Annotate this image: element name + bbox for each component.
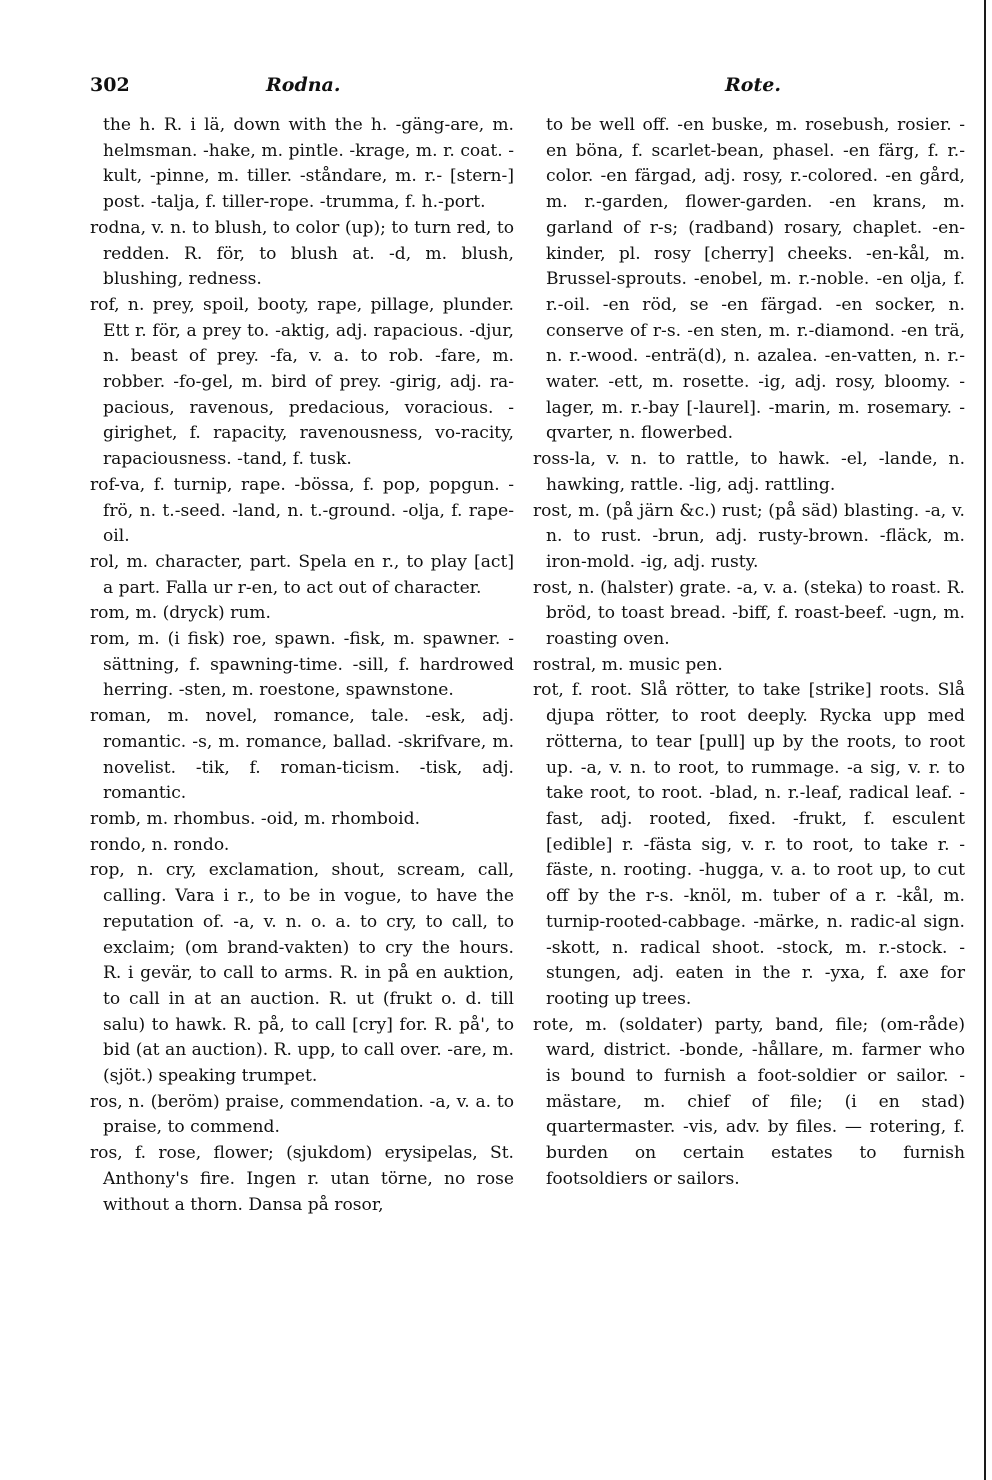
dictionary-entry: rost, n. (halster) grate. -a, v. a. (steka) to roast. R. bröd, to toast bread. -biff, f. roast-beef. -ugn, m. roasting oven. <box>533 577 965 650</box>
dictionary-entry: ros, f. rose, flower; (sjukdom) erysipelas, St. Anthony's fire. Ingen r. utan törne, no rose without a thorn. Dansa på rosor, <box>90 1143 514 1215</box>
page-edge-rule <box>984 0 986 1480</box>
dictionary-entry: rof-va, f. turnip, rape. -bössa, f. pop, popgun. -frö, n. t.-seed. -land, n. t.-ground. -olja, f. rape-oil. <box>90 474 514 547</box>
dictionary-entry: ross-la, v. n. to rattle, to hawk. -el, -lande, n. hawking, rattle. -lig, adj. rattling. <box>533 449 965 495</box>
right-column <box>533 113 965 1193</box>
dictionary-entry: rom, m. (i fisk) roe, spawn. -fisk, m. spawner. -sättning, f. spawning-time. -sill, f. hardrowed herring. -sten, m. roestone, spawnstone. <box>90 629 514 701</box>
dictionary-entry: rot, f. root. Slå rötter, to take [strike] roots. Slå djupa rötter, to root deeply. Rycka upp med rötterna, to tear [pull] up by the roots, to root up. -a, v. n. to root, to rummage. -a sig, v. r. to take root, to root. -blad, n. r.-leaf, radical leaf. -fast, adj. rooted, fixed. -frukt, f. esculent [edible] r. -fästa sig, v. r. to root, to take r. -fäste, n. rooting. -hugga, v. a. to root up, to cut off by the r-s. -knöl, m. tuber of a r. -kål, m. turnip-rooted-cabbage. -märke, n. radic-al sign. -skott, n. radical shoot. -stock, m. r.-stock. -stungen, adj. eaten in the r. -yxa, f. axe for rooting up trees. <box>533 680 965 1009</box>
dictionary-entry: rodna, v. n. to blush, to color (up); to turn red, to redden. R. för, to blush at. -d, m. blush, blushing, redness. <box>90 217 514 290</box>
dictionary-entry: ros, n. (beröm) praise, commendation. -a, v. a. to praise, to commend. <box>90 1091 514 1138</box>
dictionary-entry: rostral, m. music pen. <box>533 654 723 675</box>
dictionary-entry: roman, m. novel, romance, tale. -esk, adj. romantic. -s, m. romance, ballad. -skrifvare, m. novelist. -tik, f. roman-ticism. -tisk, adj. romantic. <box>90 706 514 804</box>
dictionary-entry: romb, m. rhombus. -oid, m. rhomboid. <box>90 808 421 829</box>
dictionary-entry: rom, m. (dryck) rum. <box>90 603 271 624</box>
dictionary-entry: rol, m. character, part. Spela en r., to play [act] a part. Falla ur r-en, to act out of character. <box>90 551 514 598</box>
page-number: 302 <box>90 74 130 96</box>
dictionary-entry: rondo, n. rondo. <box>90 834 230 855</box>
right-running-head: Rote. <box>725 74 781 96</box>
left-running-head: Rodna. <box>266 74 341 96</box>
left-column <box>90 113 514 1218</box>
dictionary-entry: rof, n. prey, spoil, booty, rape, pillage, plunder. Ett r. för, a prey to. -aktig, adj. rapacious. -djur, n. beast of prey. -fa, v. a. to rob. -fare, m. robber. -fo-gel, m. bird of prey. -girig, adj. ra-pacious, ravenous, predacious, voracious. -girighet, f. rapacity, ravenousness, vo-racity, rapaciousness. -tand, f. tusk. <box>90 294 514 470</box>
dictionary-entry: rost, m. (på järn &c.) rust; (på säd) blasting. -a, v. n. to rust. -brun, adj. rusty-brown. -fläck, m. iron-mold. -ig, adj. rusty. <box>533 500 965 572</box>
dictionary-entry: rote, m. (soldater) party, band, file; (om-råde) ward, district. -bonde, -hållare, m. farmer who is bound to furnish a foot-soldier or sailor. -mästare, m. chief of file; (i en stad) quartermaster. -vis, adv. by files. — rotering, f. burden on certain estates to furnish footsoldiers or sailors. <box>533 1014 965 1189</box>
dictionary-entry: the h. R. i lä, down with the h. -gäng-are, m. helmsman. -hake, m. pintle. -krage, m. r. coat. -kult, -pinne, m. tiller. -ståndare, m. r.- [stern-] post. -talja, f. tiller-rope. -trumma, f. h.-port. <box>103 115 514 213</box>
page-header <box>90 74 970 108</box>
dictionary-entry: to be well off. -en buske, m. rosebush, rosier. -en böna, f. scarlet-bean, phasel. -en färg, f. r.-color. -en färgad, adj. rosy, r.-colored. -en gård, m. r.-garden, flower-garden. -en krans, m. garland of r-s; (radband) rosary, chaplet. -en-kinder, pl. rosy [cherry] cheeks. -en-kål, m. Brussel-sprouts. -enobel, m. r.-noble. -en olja, f. r.-oil. -en röd, se -en färgad. -en socker, n. conserve of r-s. -en sten, m. r.-diamond. -en trä, n. r.-wood. -enträ(d), n. azalea. -en-vatten, n. r.-water. -ett, m. rosette. -ig, adj. rosy, bloomy. -lager, m. r.-bay [-laurel]. -marin, m. rosemary. -qvarter, n. flowerbed. <box>546 115 965 444</box>
dictionary-entry: rop, n. cry, exclamation, shout, scream, call, calling. Vara i r., to be in vogue, to have the reputation of. -a, v. n. o. a. to cry, to call, to exclaim; (om brand-vakten) to cry the hours. R. i gevär, to call to arms. R. in på en auktion, to call in at an auction. R. ut (frukt o. d. till salu) to hawk. R. på, to call [cry] for. R. på', to bid (at an auction). R. upp, to call over. -are, m. (sjöt.) speaking trumpet. <box>90 860 514 1087</box>
